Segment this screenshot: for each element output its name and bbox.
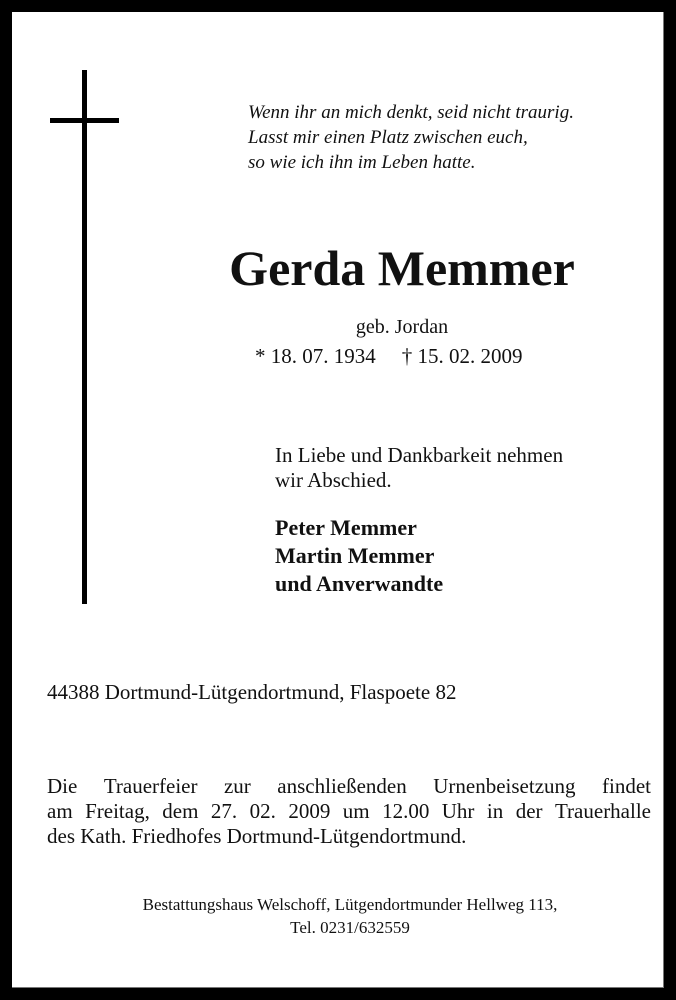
mourner: Peter Memmer <box>275 515 417 540</box>
mourner: und Anverwandte <box>275 571 444 596</box>
ceremony-line: des Kath. Friedhofes Dortmund-Lütgendortmund. <box>47 824 467 848</box>
memorial-poem <box>248 100 574 175</box>
undertaker-line: Bestattungshaus Welschoff, Lütgendortmunder Hellweg 113, <box>142 895 558 914</box>
farewell-line: In Liebe und Dankbarkeit nehmen <box>275 443 564 467</box>
maiden-name: geb. Jordan <box>355 316 449 338</box>
obituary-notice <box>12 12 664 988</box>
undertaker-info <box>24 893 676 939</box>
poem-line: Lasst mir einen Platz zwischen euch, <box>248 127 528 148</box>
farewell-line: wir Abschied. <box>275 468 392 492</box>
mourner: Martin Memmer <box>275 543 435 568</box>
poem-line: so wie ich ihn im Leben hatte. <box>248 152 476 173</box>
deceased-name: Gerda Memmer <box>229 240 575 296</box>
ceremony-line: Die Trauerfeier zur anschließenden Urnenbeisetzung findet <box>47 774 651 798</box>
farewell-text <box>275 443 563 493</box>
death-date: † 15. 02. 2009 <box>401 344 523 368</box>
family-address: 44388 Dortmund-Lütgendortmund, Flaspoete 82 <box>47 680 457 704</box>
mourners-list <box>275 514 443 598</box>
undertaker-phone: Tel. 0231/632559 <box>290 918 410 937</box>
ceremony-details <box>47 774 651 849</box>
cross-icon-horizontal-bar <box>50 118 119 123</box>
poem-line: Wenn ihr an mich denkt, seid nicht traurig. <box>248 102 574 123</box>
ceremony-line: am Freitag, dem 27. 02. 2009 um 12.00 Uhr in der Trauerhalle <box>47 799 651 823</box>
life-dates <box>255 342 523 370</box>
cross-icon-vertical-bar <box>82 70 87 604</box>
birth-date: * 18. 07. 1934 <box>255 344 376 368</box>
